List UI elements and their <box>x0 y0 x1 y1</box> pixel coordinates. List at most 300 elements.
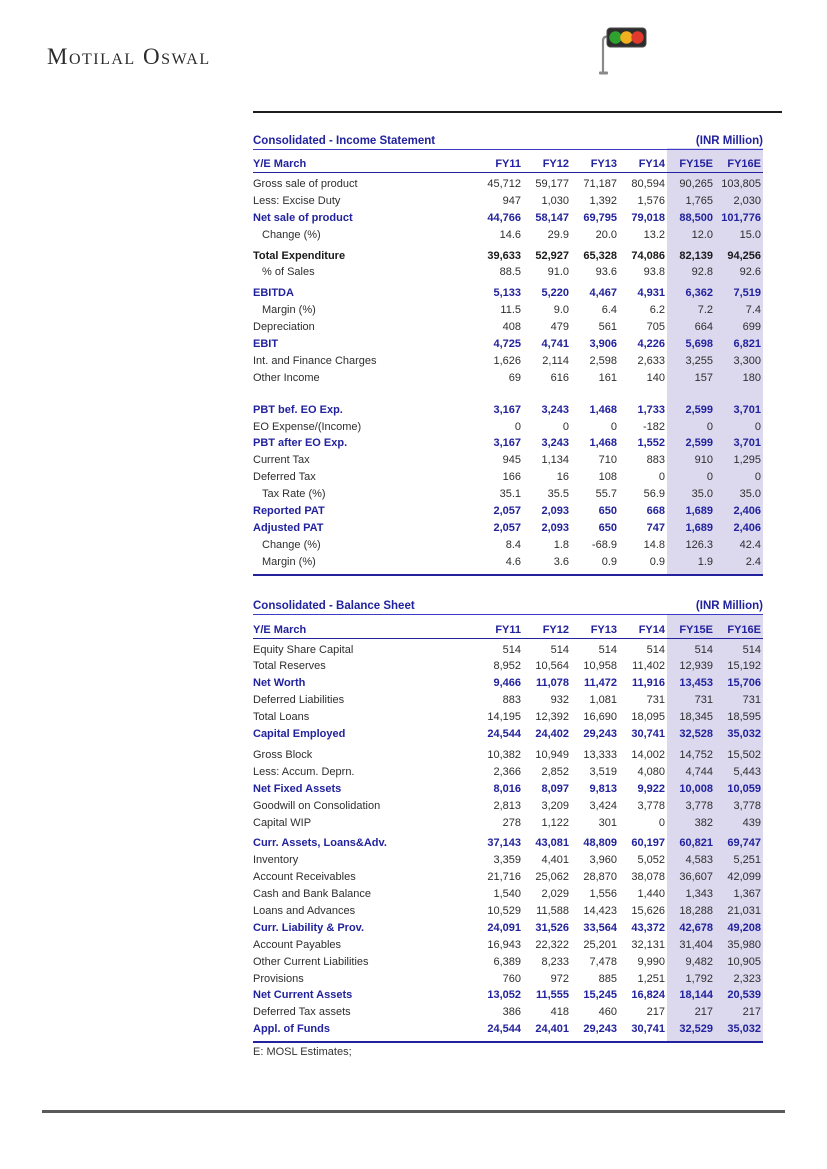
cell-value: 21,716 <box>487 871 521 884</box>
year-end-header: Y/E March <box>253 623 307 636</box>
cell-value: 29.9 <box>547 228 569 241</box>
cell-value: 12,939 <box>679 660 713 673</box>
cell-value: 1,081 <box>589 694 617 707</box>
cell-value: 11,555 <box>535 989 569 1002</box>
row-label: Less: Accum. Deprn. <box>253 765 355 778</box>
cell-value: 1,295 <box>733 454 761 467</box>
cell-value: 24,402 <box>535 728 569 741</box>
cell-value: 1,392 <box>589 194 617 207</box>
cell-value: 43,081 <box>535 837 569 850</box>
cell-value: 1,251 <box>637 972 665 985</box>
table-row <box>253 971 763 988</box>
cell-value: 16,690 <box>583 711 617 724</box>
cell-value: 79,018 <box>631 211 665 224</box>
cell-value: 945 <box>502 454 521 467</box>
traffic-light-icon <box>596 27 648 77</box>
cell-value: 439 <box>742 816 761 829</box>
row-label: Change (%) <box>262 228 321 241</box>
row-label: Tax Rate (%) <box>262 488 326 501</box>
cell-value: 18,095 <box>631 711 665 724</box>
cell-value: 910 <box>694 454 713 467</box>
cell-value: 3,255 <box>685 354 713 367</box>
cell-value: 20,539 <box>727 989 761 1002</box>
cell-value: 18,288 <box>679 904 713 917</box>
row-label: Less: Excise Duty <box>253 194 341 207</box>
cell-value: 3,167 <box>493 403 521 416</box>
cell-value: 699 <box>742 321 761 334</box>
cell-value: 616 <box>550 371 569 384</box>
cell-value: 668 <box>646 505 665 518</box>
table-header-row <box>253 615 763 639</box>
cell-value: 30,741 <box>631 728 665 741</box>
row-label: Deferred Liabilities <box>253 694 345 707</box>
cell-value: 14,195 <box>487 711 521 724</box>
cell-value: 0 <box>706 471 713 484</box>
cell-value: 71,187 <box>583 178 617 190</box>
table-row <box>253 692 763 709</box>
table-row <box>253 264 763 281</box>
cell-value: 8,097 <box>541 782 569 795</box>
cell-value: 460 <box>598 1006 617 1019</box>
row-label: Net Worth <box>253 677 306 690</box>
cell-value: 11,588 <box>536 904 569 917</box>
cell-value: 1,468 <box>589 437 617 450</box>
table-row <box>253 210 763 227</box>
table-row <box>253 503 763 520</box>
cell-value: 3,906 <box>589 338 617 351</box>
cell-value: 18,144 <box>679 989 713 1002</box>
cell-value: 1,540 <box>493 888 521 901</box>
row-label: EBITDA <box>253 287 294 300</box>
table-row <box>253 675 763 692</box>
cell-value: 10,382 <box>487 748 521 761</box>
table-row <box>253 285 763 302</box>
cell-value: 3,701 <box>733 437 761 450</box>
row-label: Goodwill on Consolidation <box>253 799 381 812</box>
table-row <box>253 987 763 1004</box>
cell-value: 1,440 <box>637 888 665 901</box>
cell-value: 4,744 <box>685 765 713 778</box>
table-row <box>253 658 763 675</box>
cell-value: 6.2 <box>649 304 665 317</box>
cell-value: 1,030 <box>541 194 569 207</box>
cell-value: 2,406 <box>733 521 761 534</box>
row-label: Other Income <box>253 371 320 384</box>
cell-value: 0 <box>610 420 617 433</box>
cell-value: 14,002 <box>631 748 665 761</box>
row-label: Deferred Tax <box>253 471 316 484</box>
cell-value: 2,057 <box>493 505 521 518</box>
cell-value: 4,080 <box>637 765 665 778</box>
cell-value: 29,243 <box>583 1023 617 1036</box>
cell-value: 382 <box>694 816 713 829</box>
cell-value: 4.6 <box>505 555 521 568</box>
cell-value: 45,712 <box>487 178 521 190</box>
cell-value: 3,359 <box>493 854 521 867</box>
cell-value: 2,852 <box>541 765 569 778</box>
cell-value: -68.9 <box>591 538 617 551</box>
table-row <box>253 402 763 419</box>
table-row <box>253 554 763 571</box>
cell-value: 31,526 <box>535 921 569 934</box>
cell-value: 21,031 <box>727 904 761 917</box>
table-row <box>253 852 763 869</box>
cell-value: 932 <box>550 694 569 707</box>
row-label: EO Expense/(Income) <box>253 420 362 433</box>
cell-value: 514 <box>646 643 665 656</box>
cell-value: 2,323 <box>733 972 761 985</box>
cell-value: 9,466 <box>493 677 521 690</box>
column-header: FY13 <box>590 158 617 170</box>
cell-value: 49,208 <box>727 921 761 934</box>
cell-value: 747 <box>646 521 665 534</box>
table-row <box>253 520 763 537</box>
cell-value: 2,057 <box>493 521 521 534</box>
cell-value: 0.9 <box>601 555 617 568</box>
cell-value: 1,765 <box>685 194 713 207</box>
table-row <box>253 781 763 798</box>
cell-value: 1,689 <box>685 505 713 518</box>
cell-value: 35.0 <box>691 488 713 501</box>
cell-value: 217 <box>646 1006 665 1019</box>
cell-value: 1,122 <box>541 816 569 829</box>
traffic-green-light <box>609 31 621 43</box>
table-body <box>253 639 763 1041</box>
table-row <box>253 319 763 336</box>
bottom-divider-line <box>42 1110 785 1113</box>
row-label: Cash and Bank Balance <box>253 888 372 901</box>
cell-value: 278 <box>502 816 521 829</box>
cell-value: 39,633 <box>487 249 521 262</box>
traffic-amber-light <box>620 31 632 43</box>
row-label: Current Tax <box>253 454 310 467</box>
table-row <box>253 227 763 244</box>
cell-value: 157 <box>694 371 713 384</box>
cell-value: 36,607 <box>679 871 713 884</box>
cell-value: 4,931 <box>637 287 665 300</box>
cell-value: 91.0 <box>547 266 569 279</box>
row-label: Inventory <box>253 854 299 867</box>
cell-value: 0 <box>754 471 761 484</box>
column-header: FY11 <box>495 623 521 636</box>
cell-value: 514 <box>598 643 617 656</box>
cell-value: 1,468 <box>589 403 617 416</box>
cell-value: 180 <box>742 371 761 384</box>
table-body <box>253 173 763 574</box>
cell-value: 4,583 <box>685 854 713 867</box>
row-label: Appl. of Funds <box>253 1023 330 1036</box>
cell-value: 5,443 <box>733 765 761 778</box>
cell-value: 1,343 <box>685 888 713 901</box>
cell-value: 166 <box>502 471 521 484</box>
cell-value: 1,576 <box>637 194 665 207</box>
cell-value: 10,949 <box>535 748 569 761</box>
table-header-row <box>253 150 763 174</box>
cell-value: 2,633 <box>637 354 665 367</box>
column-header: FY12 <box>542 623 569 636</box>
income-statement-table <box>253 122 763 576</box>
cell-value: 38,078 <box>631 871 665 884</box>
cell-value: 650 <box>598 521 617 534</box>
cell-value: 11,078 <box>535 677 569 690</box>
cell-value: 3.6 <box>553 555 569 568</box>
cell-value: 3,519 <box>589 765 617 778</box>
cell-value: 52,927 <box>535 249 569 262</box>
cell-value: 7.4 <box>745 304 761 317</box>
table-row <box>253 937 763 954</box>
row-label: Total Expenditure <box>253 249 346 262</box>
cell-value: 55.7 <box>595 488 617 501</box>
cell-value: 664 <box>694 321 713 334</box>
row-label: Deferred Tax assets <box>253 1006 351 1019</box>
cell-value: 561 <box>598 321 617 334</box>
brand-logo: Motilal Oswal <box>47 44 211 69</box>
cell-value: 2,813 <box>493 799 521 812</box>
cell-value: 16,824 <box>631 989 665 1002</box>
row-label: PBT after EO Exp. <box>253 437 348 450</box>
row-label: Margin (%) <box>262 304 316 317</box>
cell-value: 35,980 <box>727 938 761 951</box>
column-header: FY11 <box>495 158 521 170</box>
cell-value: 3,167 <box>493 437 521 450</box>
row-label: Net sale of product <box>253 211 353 224</box>
cell-value: 2,598 <box>589 354 617 367</box>
table-row <box>253 886 763 903</box>
cell-value: 947 <box>502 194 521 207</box>
cell-value: 15.0 <box>739 228 761 241</box>
cell-value: 15,706 <box>727 677 761 690</box>
cell-value: 11,916 <box>631 677 665 690</box>
row-label: Account Receivables <box>253 871 356 884</box>
column-header: FY16E <box>727 623 761 636</box>
cell-value: 42,099 <box>727 871 761 884</box>
cell-value: 35,032 <box>727 1023 761 1036</box>
table-row <box>253 869 763 886</box>
cell-value: 80,594 <box>631 178 665 190</box>
row-label: Total Reserves <box>253 660 326 673</box>
row-label: Curr. Liability & Prov. <box>253 921 365 934</box>
cell-value: 1.8 <box>553 538 569 551</box>
cell-value: 514 <box>550 643 569 656</box>
cell-value: 69 <box>508 371 521 384</box>
cell-value: 514 <box>742 643 761 656</box>
cell-value: 16 <box>556 471 569 484</box>
cell-value: 24,091 <box>487 921 521 934</box>
cell-value: 9,922 <box>637 782 665 795</box>
cell-value: 60,821 <box>679 837 713 850</box>
cell-value: 705 <box>646 321 665 334</box>
cell-value: 8,016 <box>493 782 521 795</box>
table-row <box>253 336 763 353</box>
table-title: Consolidated - Income Statement <box>253 134 436 147</box>
cell-value: 5,698 <box>685 338 713 351</box>
cell-value: 479 <box>550 321 569 334</box>
cell-value: 60,197 <box>631 837 665 850</box>
table-row <box>253 954 763 971</box>
table-row <box>253 452 763 469</box>
cell-value: 2,093 <box>541 521 569 534</box>
row-label: Capital Employed <box>253 728 346 741</box>
balance-sheet-table <box>253 588 763 1043</box>
cell-value: 10,059 <box>727 782 761 795</box>
cell-value: 14.8 <box>643 538 665 551</box>
table-row <box>253 176 763 193</box>
row-label: % of Sales <box>262 266 315 279</box>
cell-value: 8,233 <box>541 955 569 968</box>
table-row <box>253 726 763 743</box>
cell-value: 94,256 <box>727 249 761 262</box>
cell-value: 408 <box>502 321 521 334</box>
cell-value: 5,133 <box>493 287 521 300</box>
column-header: FY12 <box>542 158 569 170</box>
cell-value: 35.5 <box>547 488 569 501</box>
cell-value: 1,733 <box>637 403 665 416</box>
cell-value: 74,086 <box>631 249 665 262</box>
cell-value: 0 <box>514 420 521 433</box>
cell-value: 42.4 <box>739 538 761 551</box>
cell-value: 10,564 <box>535 660 569 673</box>
table-row <box>253 193 763 210</box>
top-divider-line <box>253 111 782 113</box>
column-header: FY15E <box>679 158 713 170</box>
table-row <box>253 747 763 764</box>
cell-value: 58,147 <box>535 211 569 224</box>
cell-value: 35,032 <box>727 728 761 741</box>
estimates-footnote: E: MOSL Estimates; <box>253 1046 352 1059</box>
cell-value: 3,960 <box>589 854 617 867</box>
cell-value: 32,131 <box>631 938 665 951</box>
cell-value: 161 <box>598 371 617 384</box>
column-header: FY16E <box>727 158 761 170</box>
cell-value: 5,251 <box>733 854 761 867</box>
cell-value: 731 <box>694 694 713 707</box>
cell-value: 43,372 <box>631 921 665 934</box>
cell-value: 2,599 <box>685 437 713 450</box>
column-header: FY15E <box>679 623 713 636</box>
cell-value: 9,482 <box>685 955 713 968</box>
table-row <box>253 435 763 452</box>
cell-value: 15,502 <box>727 748 761 761</box>
cell-value: 972 <box>550 972 569 985</box>
cell-value: 101,776 <box>721 211 761 224</box>
cell-value: 24,401 <box>535 1023 569 1036</box>
table-row <box>253 537 763 554</box>
cell-value: 69,795 <box>583 211 617 224</box>
cell-value: 4,725 <box>493 338 521 351</box>
cell-value: 93.6 <box>595 266 617 279</box>
cell-value: 1,626 <box>493 354 521 367</box>
cell-value: 5,052 <box>637 854 665 867</box>
cell-value: 1,689 <box>685 521 713 534</box>
cell-value: 24,544 <box>487 728 521 741</box>
cell-value: 2,114 <box>542 354 569 367</box>
cell-value: 14,423 <box>583 904 617 917</box>
cell-value: 44,766 <box>487 211 521 224</box>
cell-value: 1,792 <box>685 972 713 985</box>
cell-value: 2,599 <box>685 403 713 416</box>
table-row <box>253 709 763 726</box>
cell-value: 35.0 <box>739 488 761 501</box>
cell-value: 0 <box>658 816 665 829</box>
cell-value: 69,747 <box>727 837 761 850</box>
cell-value: 3,243 <box>541 403 569 416</box>
row-label: Total Loans <box>253 711 310 724</box>
row-label: Net Fixed Assets <box>253 782 342 795</box>
table-row <box>253 1021 763 1038</box>
cell-value: 7.2 <box>697 304 713 317</box>
table-row <box>253 903 763 920</box>
cell-value: 37,143 <box>487 837 521 850</box>
cell-value: 1.9 <box>697 555 713 568</box>
row-label: Account Payables <box>253 938 342 951</box>
cell-value: 2,366 <box>493 765 521 778</box>
table-row <box>253 798 763 815</box>
row-label: Int. and Finance Charges <box>253 354 377 367</box>
cell-value: 0 <box>706 420 713 433</box>
row-label: Gross sale of product <box>253 178 358 190</box>
table-row <box>253 764 763 781</box>
cell-value: 883 <box>646 454 665 467</box>
cell-value: 88,500 <box>679 211 713 224</box>
cell-value: 8,952 <box>493 660 521 673</box>
cell-value: 18,595 <box>727 711 761 724</box>
cell-value: 13,333 <box>583 748 617 761</box>
cell-value: 8.4 <box>505 538 521 551</box>
cell-value: 59,177 <box>535 178 569 190</box>
cell-value: 32,529 <box>679 1023 713 1036</box>
row-label: Reported PAT <box>253 505 325 518</box>
table-row <box>253 486 763 503</box>
cell-value: 14,752 <box>679 748 713 761</box>
cell-value: 3,300 <box>733 354 761 367</box>
cell-value: 10,008 <box>679 782 713 795</box>
table-row <box>253 248 763 265</box>
cell-value: 15,245 <box>583 989 617 1002</box>
cell-value: 5,220 <box>541 287 569 300</box>
cell-value: 731 <box>742 694 761 707</box>
cell-value: 0 <box>562 420 569 433</box>
cell-value: 82,139 <box>679 249 713 262</box>
row-label: Change (%) <box>262 538 321 551</box>
cell-value: 217 <box>694 1006 713 1019</box>
cell-value: 2,030 <box>733 194 761 207</box>
cell-value: 0 <box>754 420 761 433</box>
cell-value: 1,367 <box>733 888 761 901</box>
table-row <box>253 1004 763 1021</box>
cell-value: 4,401 <box>541 854 569 867</box>
cell-value: 31,404 <box>679 938 713 951</box>
row-label: Margin (%) <box>262 555 316 568</box>
row-label: EBIT <box>253 338 279 351</box>
cell-value: 386 <box>502 1006 521 1019</box>
cell-value: 103,805 <box>721 178 761 190</box>
table-row <box>253 835 763 852</box>
cell-value: 3,778 <box>733 799 761 812</box>
cell-value: 514 <box>502 643 521 656</box>
traffic-pole-base <box>599 72 608 75</box>
cell-value: 65,328 <box>583 249 617 262</box>
cell-value: 3,778 <box>637 799 665 812</box>
cell-value: 12.0 <box>691 228 713 241</box>
cell-value: 13.2 <box>643 228 665 241</box>
cell-value: 9,990 <box>637 955 665 968</box>
cell-value: 3,243 <box>541 437 569 450</box>
cell-value: 10,529 <box>487 904 521 917</box>
cell-value: 2,029 <box>541 888 569 901</box>
cell-value: 3,209 <box>541 799 569 812</box>
cell-value: 514 <box>694 643 713 656</box>
cell-value: 11,402 <box>632 660 665 673</box>
